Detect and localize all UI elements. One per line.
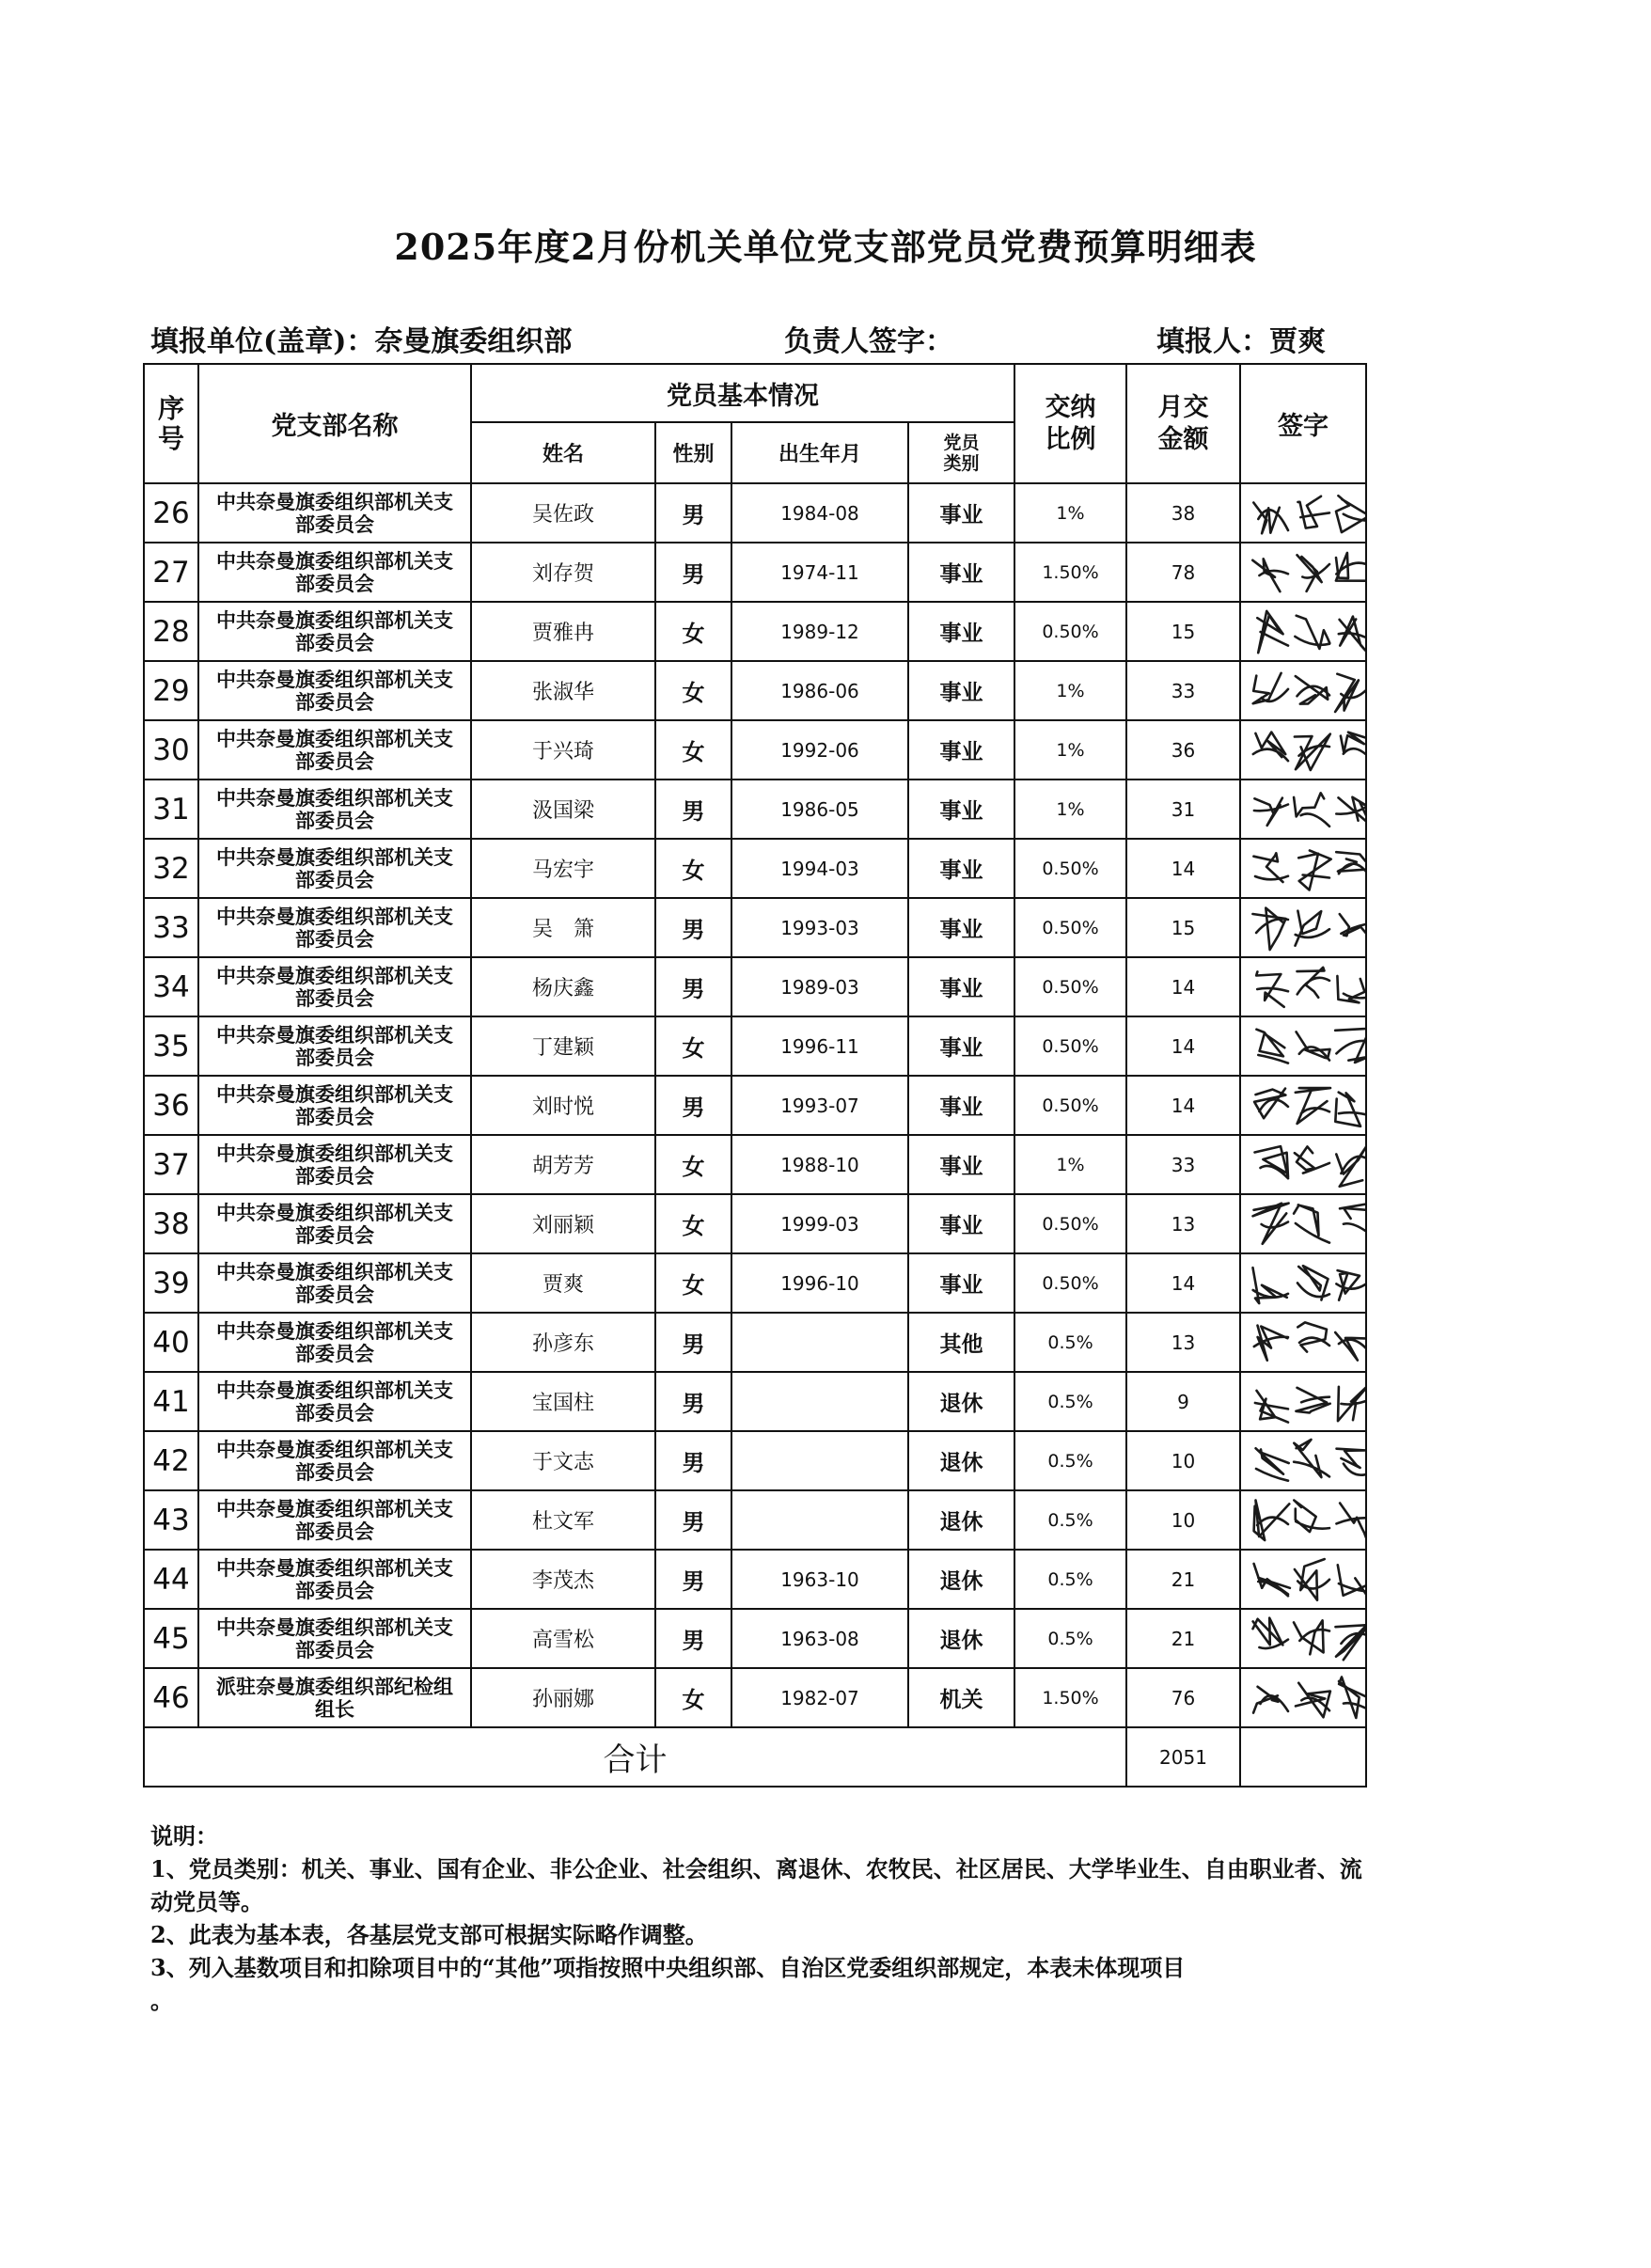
member-name: 于兴琦	[471, 720, 655, 780]
handwritten-signature	[1245, 1375, 1366, 1429]
handwritten-signature	[1245, 1197, 1366, 1252]
member-name: 贾雅冉	[471, 602, 655, 661]
signature-stroke	[1254, 1559, 1366, 1600]
handwritten-signature	[1245, 1493, 1366, 1548]
signature-stroke	[1252, 553, 1366, 591]
member-sex: 男	[655, 1076, 731, 1135]
branch-name: 中共奈曼旗委组织部机关支部委员会	[198, 1609, 471, 1668]
birth-month: 1989-03	[731, 957, 908, 1016]
row-number: 45	[144, 1609, 198, 1668]
handwritten-signature	[1245, 605, 1366, 659]
row-number: 40	[144, 1313, 198, 1372]
signature-stroke	[1253, 851, 1366, 890]
payment-ratio: 0.5%	[1014, 1313, 1126, 1372]
row-number: 34	[144, 957, 198, 1016]
handwritten-signature	[1245, 545, 1366, 600]
header-category: 党员类别	[908, 422, 1014, 483]
signature-cell	[1240, 898, 1366, 957]
row-number: 33	[144, 898, 198, 957]
signature-cell	[1240, 1016, 1366, 1076]
payment-ratio: 0.50%	[1014, 1253, 1126, 1313]
member-category: 事业	[908, 839, 1014, 898]
row-number: 35	[144, 1016, 198, 1076]
row-number: 43	[144, 1490, 198, 1550]
member-category: 事业	[908, 602, 1014, 661]
member-name: 高雪松	[471, 1609, 655, 1668]
member-name: 宝国柱	[471, 1372, 655, 1431]
member-name: 刘时悦	[471, 1076, 655, 1135]
member-category: 退休	[908, 1609, 1014, 1668]
birth-month: 1982-07	[731, 1668, 908, 1727]
branch-name: 中共奈曼旗委组织部机关支部委员会	[198, 898, 471, 957]
member-sex: 女	[655, 839, 731, 898]
member-sex: 男	[655, 1431, 731, 1490]
signature-stroke	[1253, 1677, 1366, 1719]
row-number: 39	[144, 1253, 198, 1313]
member-name: 于文志	[471, 1431, 655, 1490]
table-row	[144, 957, 1366, 1016]
branch-name: 中共奈曼旗委组织部机关支部委员会	[198, 1253, 471, 1313]
payment-ratio: 0.50%	[1014, 839, 1126, 898]
handwritten-signature	[1245, 1671, 1366, 1725]
table-row	[144, 602, 1366, 661]
signature-cell	[1240, 1609, 1366, 1668]
signature-cell	[1240, 1550, 1366, 1609]
payment-ratio: 1%	[1014, 661, 1126, 720]
member-category: 退休	[908, 1372, 1014, 1431]
row-number: 41	[144, 1372, 198, 1431]
monthly-amount: 21	[1126, 1550, 1240, 1609]
note-3: 3、列入基数项目和扣除项目中的“其他”项指按照中央组织部、自治区党委组织部规定，本表未体现项目	[150, 1954, 1186, 1981]
monthly-amount: 13	[1126, 1194, 1240, 1253]
monthly-amount: 31	[1126, 780, 1240, 839]
notes-heading: 说明：	[150, 1822, 218, 1850]
birth-month: 1986-05	[731, 780, 908, 839]
payment-ratio: 0.5%	[1014, 1372, 1126, 1431]
row-number: 27	[144, 543, 198, 602]
payment-ratio: 0.50%	[1014, 898, 1126, 957]
birth-month	[731, 1313, 908, 1372]
signature-cell	[1240, 1194, 1366, 1253]
signature-stroke	[1253, 1266, 1367, 1303]
member-category: 事业	[908, 1253, 1014, 1313]
branch-name: 中共奈曼旗委组织部机关支部委员会	[198, 543, 471, 602]
member-name: 刘存贺	[471, 543, 655, 602]
handwritten-signature	[1245, 1256, 1366, 1311]
branch-name: 中共奈曼旗委组织部机关支部委员会	[198, 1135, 471, 1194]
signature-stroke	[1253, 1204, 1367, 1244]
monthly-amount: 14	[1126, 957, 1240, 1016]
table-row	[144, 780, 1366, 839]
signature-cell	[1240, 1668, 1366, 1727]
handwritten-signature	[1245, 782, 1366, 837]
member-sex: 男	[655, 543, 731, 602]
monthly-amount: 38	[1126, 483, 1240, 543]
monthly-amount: 13	[1126, 1313, 1240, 1372]
total-label: 合计	[144, 1727, 1126, 1787]
header-seq: 序号	[144, 364, 198, 483]
handwritten-signature	[1245, 842, 1366, 896]
signature-cell	[1240, 1490, 1366, 1550]
note-1: 1、党员类别：机关、事业、国有企业、非公企业、社会组织、离退休、农牧民、社区居民、大学毕业生、自由职业者、流动党员等。	[150, 1855, 1362, 1915]
birth-month: 1989-12	[731, 602, 908, 661]
reporting-unit: 填报单位(盖章)：奈曼旗委组织部	[150, 325, 573, 358]
leader-signature-label: 负责人签字：	[784, 325, 953, 358]
member-sex: 女	[655, 1194, 731, 1253]
signature-stroke	[1254, 1501, 1366, 1541]
member-category: 事业	[908, 1194, 1014, 1253]
member-name: 李茂杰	[471, 1550, 655, 1609]
member-name: 刘丽颖	[471, 1194, 655, 1253]
table-row	[144, 1609, 1366, 1668]
table-row	[144, 839, 1366, 898]
signature-cell	[1240, 957, 1366, 1016]
table-row	[144, 1135, 1366, 1194]
monthly-amount: 33	[1126, 1135, 1240, 1194]
handwritten-signature	[1245, 1612, 1366, 1666]
member-name: 孙彦东	[471, 1313, 655, 1372]
handwritten-signature	[1245, 723, 1366, 778]
branch-name: 中共奈曼旗委组织部机关支部委员会	[198, 720, 471, 780]
payment-ratio: 1%	[1014, 483, 1126, 543]
payment-ratio: 1.50%	[1014, 543, 1126, 602]
header-basic-info: 党员基本情况	[471, 364, 1014, 422]
payment-ratio: 0.5%	[1014, 1550, 1126, 1609]
handwritten-signature	[1245, 901, 1366, 955]
signature-stroke	[1256, 1026, 1366, 1063]
member-category: 事业	[908, 780, 1014, 839]
branch-name: 中共奈曼旗委组织部机关支部委员会	[198, 1313, 471, 1372]
member-sex: 女	[655, 1016, 731, 1076]
monthly-amount: 10	[1126, 1490, 1240, 1550]
monthly-amount: 14	[1126, 1253, 1240, 1313]
birth-month	[731, 1431, 908, 1490]
member-name: 丁建颖	[471, 1016, 655, 1076]
payment-ratio: 0.50%	[1014, 1016, 1126, 1076]
birth-month: 1993-07	[731, 1076, 908, 1135]
member-name: 吴 箫	[471, 898, 655, 957]
header-name: 姓名	[471, 422, 655, 483]
header-signature: 签字	[1240, 364, 1366, 483]
note-3-continued: 。	[150, 1987, 173, 2014]
member-category: 事业	[908, 1016, 1014, 1076]
signature-cell	[1240, 839, 1366, 898]
payment-ratio: 0.50%	[1014, 602, 1126, 661]
branch-name: 中共奈曼旗委组织部机关支部委员会	[198, 1431, 471, 1490]
member-sex: 女	[655, 1135, 731, 1194]
signature-cell	[1240, 602, 1366, 661]
member-category: 事业	[908, 957, 1014, 1016]
birth-month	[731, 1372, 908, 1431]
signature-cell	[1240, 483, 1366, 543]
birth-month: 1999-03	[731, 1194, 908, 1253]
header-branch: 党支部名称	[198, 364, 471, 483]
monthly-amount: 10	[1126, 1431, 1240, 1490]
member-category: 事业	[908, 543, 1014, 602]
birth-month: 1992-06	[731, 720, 908, 780]
monthly-amount: 36	[1126, 720, 1240, 780]
handwritten-signature	[1245, 1434, 1366, 1488]
table-row	[144, 1313, 1366, 1372]
payment-ratio: 1%	[1014, 720, 1126, 780]
member-sex: 女	[655, 1253, 731, 1313]
member-category: 机关	[908, 1668, 1014, 1727]
table-row	[144, 1194, 1366, 1253]
signature-cell	[1240, 1135, 1366, 1194]
branch-name: 派驻奈曼旗委组织部纪检组组长	[198, 1668, 471, 1727]
header-sex: 性别	[655, 422, 731, 483]
table-row	[144, 898, 1366, 957]
signature-cell	[1240, 720, 1366, 780]
member-sex: 男	[655, 1313, 731, 1372]
branch-name: 中共奈曼旗委组织部机关支部委员会	[198, 839, 471, 898]
member-sex: 男	[655, 957, 731, 1016]
signature-stroke	[1254, 1088, 1366, 1126]
birth-month: 1994-03	[731, 839, 908, 898]
branch-name: 中共奈曼旗委组织部机关支部委员会	[198, 1076, 471, 1135]
handwritten-signature	[1245, 1315, 1366, 1370]
payment-ratio: 0.50%	[1014, 1076, 1126, 1135]
member-category: 事业	[908, 483, 1014, 543]
payment-ratio: 0.5%	[1014, 1609, 1126, 1668]
signature-stroke	[1253, 496, 1366, 533]
birth-month: 1993-03	[731, 898, 908, 957]
handwritten-signature	[1245, 960, 1366, 1015]
table-row	[144, 483, 1366, 543]
header-amount: 月交金额	[1126, 364, 1240, 483]
row-number: 38	[144, 1194, 198, 1253]
member-name: 胡芳芳	[471, 1135, 655, 1194]
signature-stroke	[1255, 1384, 1366, 1423]
row-number: 46	[144, 1668, 198, 1727]
member-name: 张淑华	[471, 661, 655, 720]
birth-month: 1974-11	[731, 543, 908, 602]
payment-ratio: 0.50%	[1014, 1194, 1126, 1253]
birth-month: 1963-10	[731, 1550, 908, 1609]
signature-stroke	[1252, 908, 1366, 950]
member-sex: 男	[655, 1490, 731, 1550]
table-row	[144, 1076, 1366, 1135]
member-category: 退休	[908, 1550, 1014, 1609]
filler-label: 填报人：贾爽	[1156, 325, 1326, 358]
header-ratio: 交纳比例	[1014, 364, 1126, 483]
page-title: 2025年度2月份机关单位党支部党员党费预算明细表	[394, 226, 1257, 268]
branch-name: 中共奈曼旗委组织部机关支部委员会	[198, 602, 471, 661]
table-row	[144, 1372, 1366, 1431]
member-sex: 男	[655, 1609, 731, 1668]
branch-name: 中共奈曼旗委组织部机关支部委员会	[198, 1194, 471, 1253]
monthly-amount: 21	[1126, 1609, 1240, 1668]
member-category: 事业	[908, 1135, 1014, 1194]
signature-cell	[1240, 1253, 1366, 1313]
table-row	[144, 720, 1366, 780]
row-number: 26	[144, 483, 198, 543]
monthly-amount: 15	[1126, 898, 1240, 957]
payment-ratio: 1.50%	[1014, 1668, 1126, 1727]
branch-name: 中共奈曼旗委组织部机关支部委员会	[198, 1490, 471, 1550]
handwritten-signature	[1245, 486, 1366, 541]
member-name: 吴佐政	[471, 483, 655, 543]
row-number: 44	[144, 1550, 198, 1609]
handwritten-signature	[1245, 664, 1366, 718]
branch-name: 中共奈曼旗委组织部机关支部委员会	[198, 661, 471, 720]
member-name: 杜文军	[471, 1490, 655, 1550]
birth-month	[731, 1490, 908, 1550]
member-name: 孙丽娜	[471, 1668, 655, 1727]
signature-stroke	[1256, 968, 1366, 1007]
row-number: 32	[144, 839, 198, 898]
member-name: 马宏宇	[471, 839, 655, 898]
row-number: 37	[144, 1135, 198, 1194]
signature-stroke	[1257, 611, 1366, 653]
member-name: 杨庆鑫	[471, 957, 655, 1016]
member-name: 汲国梁	[471, 780, 655, 839]
table-row	[144, 1431, 1366, 1490]
handwritten-signature	[1245, 1552, 1366, 1607]
branch-name: 中共奈曼旗委组织部机关支部委员会	[198, 957, 471, 1016]
member-category: 事业	[908, 1076, 1014, 1135]
signature-cell	[1240, 661, 1366, 720]
monthly-amount: 33	[1126, 661, 1240, 720]
branch-name: 中共奈曼旗委组织部机关支部委员会	[198, 780, 471, 839]
table-row	[144, 661, 1366, 720]
member-category: 退休	[908, 1490, 1014, 1550]
table-row	[144, 543, 1366, 602]
dues-table	[143, 363, 1367, 1788]
table-row	[144, 1016, 1366, 1076]
signature-stroke	[1253, 673, 1366, 712]
signature-cell	[1240, 1313, 1366, 1372]
payment-ratio: 0.5%	[1014, 1431, 1126, 1490]
member-category: 退休	[908, 1431, 1014, 1490]
member-sex: 女	[655, 661, 731, 720]
monthly-amount: 14	[1126, 839, 1240, 898]
birth-month: 1988-10	[731, 1135, 908, 1194]
branch-name: 中共奈曼旗委组织部机关支部委员会	[198, 1372, 471, 1431]
signature-stroke	[1254, 1322, 1366, 1360]
table-row	[144, 1668, 1366, 1727]
total-signature-cell	[1240, 1727, 1366, 1787]
member-category: 事业	[908, 898, 1014, 957]
payment-ratio: 0.5%	[1014, 1490, 1126, 1550]
notes	[150, 1819, 1373, 2017]
signature-cell	[1240, 780, 1366, 839]
birth-month: 1996-11	[731, 1016, 908, 1076]
signature-cell	[1240, 1372, 1366, 1431]
branch-name: 中共奈曼旗委组织部机关支部委员会	[198, 483, 471, 543]
birth-month: 1996-10	[731, 1253, 908, 1313]
payment-ratio: 0.50%	[1014, 957, 1126, 1016]
handwritten-signature	[1245, 1079, 1366, 1133]
handwritten-signature	[1245, 1019, 1366, 1074]
table-row	[144, 1550, 1366, 1609]
member-sex: 男	[655, 483, 731, 543]
member-sex: 女	[655, 1668, 731, 1727]
signature-cell	[1240, 1076, 1366, 1135]
header-birth: 出生年月	[731, 422, 908, 483]
note-2: 2、此表为基本表，各基层党支部可根据实际略作调整。	[150, 1921, 708, 1948]
member-sex: 男	[655, 898, 731, 957]
member-category: 事业	[908, 661, 1014, 720]
member-sex: 男	[655, 780, 731, 839]
signature-cell	[1240, 543, 1366, 602]
monthly-amount: 78	[1126, 543, 1240, 602]
row-number: 29	[144, 661, 198, 720]
table-row	[144, 1253, 1366, 1313]
monthly-amount: 76	[1126, 1668, 1240, 1727]
signature-stroke	[1253, 1618, 1367, 1661]
member-category: 其他	[908, 1313, 1014, 1372]
monthly-amount: 14	[1126, 1016, 1240, 1076]
member-name: 贾爽	[471, 1253, 655, 1313]
signature-stroke	[1254, 793, 1366, 827]
birth-month: 1986-06	[731, 661, 908, 720]
birth-month: 1963-08	[731, 1609, 908, 1668]
table-row	[144, 1490, 1366, 1550]
branch-name: 中共奈曼旗委组织部机关支部委员会	[198, 1550, 471, 1609]
row-number: 42	[144, 1431, 198, 1490]
payment-ratio: 1%	[1014, 780, 1126, 839]
row-number: 31	[144, 780, 198, 839]
member-sex: 女	[655, 602, 731, 661]
signature-stroke	[1256, 1440, 1366, 1481]
monthly-amount: 9	[1126, 1372, 1240, 1431]
member-sex: 女	[655, 720, 731, 780]
row-number: 30	[144, 720, 198, 780]
signature-stroke	[1253, 732, 1366, 770]
monthly-amount: 14	[1126, 1076, 1240, 1135]
row-number: 28	[144, 602, 198, 661]
member-sex: 男	[655, 1550, 731, 1609]
branch-name: 中共奈曼旗委组织部机关支部委员会	[198, 1016, 471, 1076]
handwritten-signature	[1245, 1138, 1366, 1192]
birth-month: 1984-08	[731, 483, 908, 543]
row-number: 36	[144, 1076, 198, 1135]
signature-stroke	[1255, 1146, 1367, 1187]
total-amount: 2051	[1126, 1727, 1240, 1787]
payment-ratio: 1%	[1014, 1135, 1126, 1194]
signature-cell	[1240, 1431, 1366, 1490]
member-sex: 男	[655, 1372, 731, 1431]
monthly-amount: 15	[1126, 602, 1240, 661]
member-category: 事业	[908, 720, 1014, 780]
